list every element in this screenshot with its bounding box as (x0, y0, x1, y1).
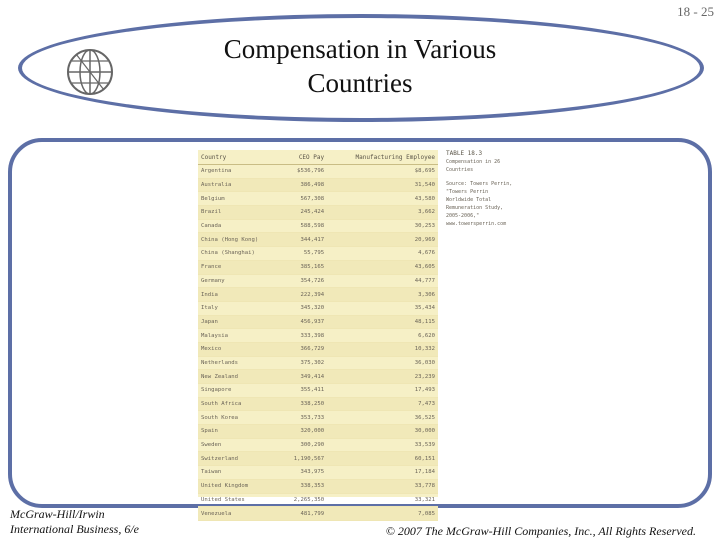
table-row (198, 493, 438, 507)
cell-country: Malaysia (198, 329, 280, 343)
table-row (198, 206, 438, 220)
table-row (198, 342, 438, 356)
cell-country: Taiwan (198, 466, 280, 480)
column-header-country: Country (198, 150, 280, 165)
cell-country: Germany (198, 274, 280, 288)
cell-manufacturing-employee: 44,777 (327, 274, 438, 288)
cell-manufacturing-employee: 3,306 (327, 288, 438, 302)
table-row (198, 192, 438, 206)
cell-ceo-pay: 355,411 (280, 384, 327, 398)
table-row (198, 247, 438, 261)
cell-ceo-pay: 354,726 (280, 274, 327, 288)
table-row (198, 466, 438, 480)
cell-ceo-pay: 222,394 (280, 288, 327, 302)
slide-title (150, 32, 570, 100)
cell-manufacturing-employee: 36,525 (327, 411, 438, 425)
cell-manufacturing-employee: 48,115 (327, 315, 438, 329)
table-source: Source: Towers Perrin, "Towers Perrin Worldwide Total Remuneration Study, 2005-2006," www.towersperrin.com (446, 181, 513, 227)
cell-ceo-pay: 345,320 (280, 301, 327, 315)
cell-manufacturing-employee: 30,253 (327, 219, 438, 233)
cell-country: Sweden (198, 438, 280, 452)
cell-manufacturing-employee: 17,493 (327, 384, 438, 398)
table-number: TABLE 18.3 (446, 150, 483, 157)
table-row (198, 219, 438, 233)
cell-manufacturing-employee: 6,620 (327, 329, 438, 343)
column-header-manufacturing-employee: Manufacturing Employee (327, 150, 438, 165)
cell-country: Japan (198, 315, 280, 329)
footer-copyright: © 2007 The McGraw-Hill Companies, Inc., All Rights Reserved. (385, 524, 696, 538)
cell-country: Venezuela (198, 507, 280, 521)
cell-manufacturing-employee: 43,605 (327, 260, 438, 274)
cell-country: Brazil (198, 206, 280, 220)
cell-ceo-pay: 343,975 (280, 466, 327, 480)
cell-country: Argentina (198, 165, 280, 179)
table-row (198, 397, 438, 411)
cell-manufacturing-employee: 30,000 (327, 425, 438, 439)
title-line-2: Countries (307, 68, 413, 98)
table-row (198, 425, 438, 439)
cell-ceo-pay: 588,598 (280, 219, 327, 233)
table-row (198, 260, 438, 274)
cell-country: Spain (198, 425, 280, 439)
cell-manufacturing-employee: 20,969 (327, 233, 438, 247)
cell-country: Canada (198, 219, 280, 233)
compensation-table (198, 150, 438, 521)
table-row (198, 233, 438, 247)
cell-ceo-pay: 386,498 (280, 178, 327, 192)
cell-country: France (198, 260, 280, 274)
table-caption: Compensation in 26 Countries (446, 159, 501, 173)
cell-country: Italy (198, 301, 280, 315)
cell-country: Belgium (198, 192, 280, 206)
cell-country: United Kingdom (198, 479, 280, 493)
cell-ceo-pay: $536,796 (280, 165, 327, 179)
cell-ceo-pay: 300,290 (280, 438, 327, 452)
footer-publisher (10, 507, 139, 537)
table-row (198, 288, 438, 302)
title-line-1: Compensation in Various (223, 34, 497, 64)
cell-ceo-pay: 333,398 (280, 329, 327, 343)
cell-ceo-pay: 1,190,567 (280, 452, 327, 466)
cell-country: Mexico (198, 342, 280, 356)
cell-ceo-pay: 481,799 (280, 507, 327, 521)
cell-manufacturing-employee: 3,662 (327, 206, 438, 220)
cell-ceo-pay: 385,165 (280, 260, 327, 274)
cell-country: Switzerland (198, 452, 280, 466)
table-row (198, 438, 438, 452)
table-row (198, 384, 438, 398)
cell-ceo-pay: 344,417 (280, 233, 327, 247)
globe-icon (62, 44, 118, 100)
cell-manufacturing-employee: 33,321 (327, 493, 438, 507)
table-row (198, 301, 438, 315)
table-side-note (446, 150, 516, 228)
cell-ceo-pay: 349,414 (280, 370, 327, 384)
cell-ceo-pay: 338,250 (280, 397, 327, 411)
cell-ceo-pay: 245,424 (280, 206, 327, 220)
cell-ceo-pay: 456,937 (280, 315, 327, 329)
table-row (198, 356, 438, 370)
cell-manufacturing-employee: $8,695 (327, 165, 438, 179)
cell-manufacturing-employee: 23,239 (327, 370, 438, 384)
cell-country: South Korea (198, 411, 280, 425)
publisher-line-1: McGraw-Hill/Irwin (10, 507, 105, 521)
cell-manufacturing-employee: 33,539 (327, 438, 438, 452)
cell-ceo-pay: 366,729 (280, 342, 327, 356)
slide-number: 18 - 25 (677, 4, 714, 19)
cell-manufacturing-employee: 7,085 (327, 507, 438, 521)
table-row (198, 507, 438, 521)
cell-ceo-pay: 567,308 (280, 192, 327, 206)
cell-country: United States (198, 493, 280, 507)
table-row (198, 452, 438, 466)
table-row (198, 329, 438, 343)
table-row (198, 315, 438, 329)
table-row (198, 370, 438, 384)
publisher-line-2: International Business, 6/e (10, 522, 139, 536)
cell-manufacturing-employee: 60,151 (327, 452, 438, 466)
cell-manufacturing-employee: 4,676 (327, 247, 438, 261)
cell-country: Australia (198, 178, 280, 192)
cell-ceo-pay: 55,795 (280, 247, 327, 261)
column-header-ceo-pay: CEO Pay (280, 150, 327, 165)
compensation-table-image (198, 150, 438, 517)
cell-country: Netherlands (198, 356, 280, 370)
table-row (198, 411, 438, 425)
table-row (198, 165, 438, 179)
cell-country: India (198, 288, 280, 302)
cell-manufacturing-employee: 31,540 (327, 178, 438, 192)
table-row (198, 178, 438, 192)
cell-country: New Zealand (198, 370, 280, 384)
cell-country: China (Shanghai) (198, 247, 280, 261)
cell-country: South Africa (198, 397, 280, 411)
cell-country: Singapore (198, 384, 280, 398)
cell-ceo-pay: 338,353 (280, 479, 327, 493)
table-header-row (198, 150, 438, 165)
cell-manufacturing-employee: 36,030 (327, 356, 438, 370)
cell-ceo-pay: 2,265,350 (280, 493, 327, 507)
table-row (198, 479, 438, 493)
table-row (198, 274, 438, 288)
cell-manufacturing-employee: 33,778 (327, 479, 438, 493)
cell-manufacturing-employee: 10,332 (327, 342, 438, 356)
cell-manufacturing-employee: 7,473 (327, 397, 438, 411)
cell-ceo-pay: 375,302 (280, 356, 327, 370)
cell-ceo-pay: 320,000 (280, 425, 327, 439)
cell-country: China (Hong Kong) (198, 233, 280, 247)
cell-manufacturing-employee: 35,434 (327, 301, 438, 315)
cell-manufacturing-employee: 43,580 (327, 192, 438, 206)
cell-ceo-pay: 353,733 (280, 411, 327, 425)
cell-manufacturing-employee: 17,184 (327, 466, 438, 480)
